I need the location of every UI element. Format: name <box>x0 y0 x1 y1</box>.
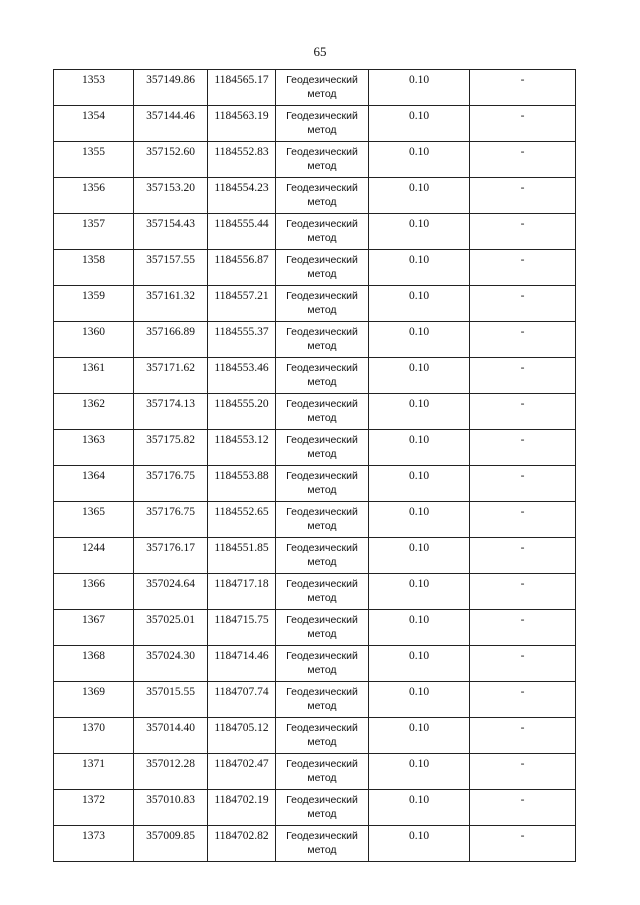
point-number-cell <box>54 286 134 322</box>
table-row <box>54 142 576 178</box>
point-number-cell <box>54 826 134 862</box>
point-number-cell <box>54 322 134 358</box>
table-row <box>54 502 576 538</box>
point-number-cell-text: 1373 <box>82 830 105 842</box>
point-number-cell <box>54 358 134 394</box>
point-number-cell-text: 1367 <box>82 614 105 626</box>
note-cell-text: - <box>520 362 525 374</box>
accuracy-cell-text: 0.10 <box>408 506 430 518</box>
note-cell <box>470 790 576 826</box>
coordinate-x-cell <box>134 214 208 250</box>
accuracy-cell-text: 0.10 <box>408 722 430 734</box>
coordinate-y-cell <box>208 790 276 826</box>
coordinate-y-cell <box>208 502 276 538</box>
method-cell-text: Геодезический метод <box>286 182 358 208</box>
coordinate-y-cell <box>208 718 276 754</box>
coordinate-y-cell-text: 1184705.12 <box>214 722 269 734</box>
accuracy-cell <box>369 754 470 790</box>
accuracy-cell-text: 0.10 <box>408 794 430 806</box>
accuracy-cell <box>369 394 470 430</box>
accuracy-cell <box>369 826 470 862</box>
point-number-cell <box>54 106 134 142</box>
point-number-cell <box>54 790 134 826</box>
accuracy-cell-text: 0.10 <box>408 542 430 554</box>
coordinate-y-cell-text: 1184555.37 <box>214 326 269 338</box>
table-row <box>54 682 576 718</box>
method-cell-text: Геодезический метод <box>286 830 358 856</box>
coordinate-y-cell <box>208 250 276 286</box>
point-number-cell-text: 1244 <box>82 542 105 554</box>
coordinate-x-cell-text: 357161.32 <box>146 290 195 302</box>
note-cell <box>470 466 576 502</box>
point-number-cell <box>54 682 134 718</box>
table-row <box>54 70 576 106</box>
note-cell <box>470 214 576 250</box>
coordinate-y-cell <box>208 538 276 574</box>
coordinate-x-cell-text: 357149.86 <box>146 74 195 86</box>
table-row <box>54 286 576 322</box>
accuracy-cell-text: 0.10 <box>408 326 430 338</box>
coordinate-y-cell <box>208 358 276 394</box>
point-number-cell <box>54 430 134 466</box>
coordinate-x-cell <box>134 826 208 862</box>
coordinate-y-cell <box>208 682 276 718</box>
note-cell-text: - <box>520 326 525 338</box>
note-cell <box>470 358 576 394</box>
coordinate-y-cell-text: 1184553.88 <box>214 470 269 482</box>
table-row <box>54 358 576 394</box>
table-row <box>54 178 576 214</box>
method-cell <box>276 358 369 394</box>
coordinate-x-cell-text: 357176.75 <box>146 470 195 482</box>
point-number-cell-text: 1371 <box>82 758 105 770</box>
note-cell-text: - <box>520 218 525 230</box>
coordinate-y-cell <box>208 610 276 646</box>
method-cell <box>276 214 369 250</box>
coordinate-x-cell-text: 357174.13 <box>146 398 195 410</box>
method-cell-text: Геодезический метод <box>286 650 358 676</box>
point-number-cell-text: 1364 <box>82 470 105 482</box>
point-number-cell <box>54 646 134 682</box>
coordinate-x-cell-text: 357175.82 <box>146 434 195 446</box>
method-cell <box>276 646 369 682</box>
note-cell <box>470 718 576 754</box>
method-cell-text: Геодезический метод <box>286 578 358 604</box>
coordinate-y-cell <box>208 430 276 466</box>
method-cell <box>276 142 369 178</box>
point-number-cell-text: 1353 <box>82 74 105 86</box>
accuracy-cell-text: 0.10 <box>408 686 430 698</box>
point-number-cell <box>54 250 134 286</box>
accuracy-cell <box>369 214 470 250</box>
coordinate-x-cell-text: 357012.28 <box>146 758 195 770</box>
method-cell-text: Геодезический метод <box>286 218 358 244</box>
coordinate-x-cell-text: 357176.17 <box>146 542 195 554</box>
coordinate-x-cell <box>134 70 208 106</box>
method-cell-text: Геодезический метод <box>286 146 358 172</box>
method-cell <box>276 718 369 754</box>
accuracy-cell <box>369 430 470 466</box>
coordinate-y-cell <box>208 178 276 214</box>
note-cell <box>470 106 576 142</box>
coordinate-x-cell <box>134 538 208 574</box>
accuracy-cell <box>369 178 470 214</box>
point-number-cell-text: 1357 <box>82 218 105 230</box>
coordinate-x-cell-text: 357010.83 <box>146 794 195 806</box>
note-cell <box>470 142 576 178</box>
coordinate-x-cell <box>134 106 208 142</box>
note-cell <box>470 70 576 106</box>
method-cell <box>276 286 369 322</box>
method-cell-text: Геодезический метод <box>286 326 358 352</box>
table-row <box>54 718 576 754</box>
method-cell-text: Геодезический метод <box>286 398 358 424</box>
coordinate-x-cell-text: 357152.60 <box>146 146 195 158</box>
point-number-cell <box>54 178 134 214</box>
point-number-cell-text: 1354 <box>82 110 105 122</box>
note-cell-text: - <box>520 74 525 86</box>
accuracy-cell <box>369 502 470 538</box>
table-row <box>54 610 576 646</box>
accuracy-cell <box>369 106 470 142</box>
coordinate-x-cell-text: 357157.55 <box>146 254 195 266</box>
note-cell-text: - <box>520 290 525 302</box>
note-cell-text: - <box>520 470 525 482</box>
table-row <box>54 826 576 862</box>
table-row <box>54 646 576 682</box>
coordinate-y-cell-text: 1184702.82 <box>214 830 269 842</box>
accuracy-cell-text: 0.10 <box>408 146 430 158</box>
accuracy-cell <box>369 250 470 286</box>
note-cell-text: - <box>520 110 525 122</box>
note-cell-text: - <box>520 686 525 698</box>
point-number-cell-text: 1361 <box>82 362 105 374</box>
note-cell <box>470 322 576 358</box>
coordinate-x-cell-text: 357166.89 <box>146 326 195 338</box>
note-cell-text: - <box>520 830 525 842</box>
method-cell-text: Геодезический метод <box>286 434 358 460</box>
method-cell <box>276 322 369 358</box>
accuracy-cell <box>369 322 470 358</box>
accuracy-cell-text: 0.10 <box>408 758 430 770</box>
method-cell-text: Геодезический метод <box>286 254 358 280</box>
point-number-cell <box>54 538 134 574</box>
method-cell <box>276 430 369 466</box>
method-cell <box>276 826 369 862</box>
coordinate-x-cell <box>134 646 208 682</box>
point-number-cell-text: 1359 <box>82 290 105 302</box>
coordinate-y-cell-text: 1184563.19 <box>214 110 269 122</box>
accuracy-cell-text: 0.10 <box>408 362 430 374</box>
method-cell-text: Геодезический метод <box>286 686 358 712</box>
point-number-cell-text: 1362 <box>82 398 105 410</box>
point-number-cell-text: 1356 <box>82 182 105 194</box>
note-cell-text: - <box>520 758 525 770</box>
coordinate-x-cell <box>134 502 208 538</box>
note-cell <box>470 502 576 538</box>
accuracy-cell-text: 0.10 <box>408 182 430 194</box>
table-row <box>54 322 576 358</box>
table-row <box>54 754 576 790</box>
method-cell-text: Геодезический метод <box>286 74 358 100</box>
point-number-cell-text: 1368 <box>82 650 105 662</box>
coordinate-y-cell <box>208 466 276 502</box>
method-cell-text: Геодезический метод <box>286 722 358 748</box>
coordinate-y-cell <box>208 214 276 250</box>
method-cell <box>276 250 369 286</box>
coordinate-x-cell <box>134 754 208 790</box>
point-number-cell-text: 1370 <box>82 722 105 734</box>
coordinate-y-cell <box>208 394 276 430</box>
coordinate-y-cell-text: 1184702.47 <box>214 758 269 770</box>
note-cell-text: - <box>520 254 525 266</box>
method-cell <box>276 466 369 502</box>
point-number-cell <box>54 610 134 646</box>
method-cell <box>276 70 369 106</box>
point-number-cell <box>54 466 134 502</box>
coordinate-y-cell-text: 1184555.20 <box>214 398 269 410</box>
accuracy-cell <box>369 142 470 178</box>
note-cell <box>470 286 576 322</box>
method-cell <box>276 106 369 142</box>
accuracy-cell <box>369 574 470 610</box>
method-cell-text: Геодезический метод <box>286 110 358 136</box>
method-cell-text: Геодезический метод <box>286 614 358 640</box>
method-cell-text: Геодезический метод <box>286 506 358 532</box>
coordinate-y-cell-text: 1184553.12 <box>214 434 269 446</box>
coordinate-y-cell-text: 1184554.23 <box>214 182 269 194</box>
coordinate-y-cell-text: 1184702.19 <box>214 794 269 806</box>
note-cell-text: - <box>520 722 525 734</box>
accuracy-cell <box>369 466 470 502</box>
accuracy-cell-text: 0.10 <box>408 74 430 86</box>
coordinate-y-cell <box>208 70 276 106</box>
point-number-cell <box>54 70 134 106</box>
note-cell-text: - <box>520 434 525 446</box>
point-number-cell <box>54 574 134 610</box>
point-number-cell-text: 1358 <box>82 254 105 266</box>
method-cell <box>276 754 369 790</box>
coordinates-table <box>53 69 576 862</box>
accuracy-cell <box>369 70 470 106</box>
coordinate-x-cell <box>134 250 208 286</box>
accuracy-cell-text: 0.10 <box>408 398 430 410</box>
accuracy-cell <box>369 682 470 718</box>
coordinate-x-cell <box>134 358 208 394</box>
point-number-cell-text: 1360 <box>82 326 105 338</box>
note-cell <box>470 826 576 862</box>
note-cell <box>470 574 576 610</box>
coordinate-y-cell-text: 1184553.46 <box>214 362 269 374</box>
method-cell-text: Геодезический метод <box>286 758 358 784</box>
method-cell-text: Геодезический метод <box>286 470 358 496</box>
accuracy-cell <box>369 610 470 646</box>
point-number-cell <box>54 214 134 250</box>
coordinate-x-cell-text: 357024.30 <box>146 650 195 662</box>
accuracy-cell-text: 0.10 <box>408 290 430 302</box>
method-cell <box>276 610 369 646</box>
coordinate-x-cell <box>134 682 208 718</box>
accuracy-cell <box>369 538 470 574</box>
coordinate-x-cell <box>134 610 208 646</box>
note-cell-text: - <box>520 146 525 158</box>
accuracy-cell <box>369 646 470 682</box>
table-row <box>54 466 576 502</box>
note-cell-text: - <box>520 578 525 590</box>
coordinate-x-cell-text: 357153.20 <box>146 182 195 194</box>
table-row <box>54 214 576 250</box>
note-cell-text: - <box>520 398 525 410</box>
coordinate-y-cell-text: 1184707.74 <box>214 686 269 698</box>
coordinate-y-cell-text: 1184551.85 <box>214 542 269 554</box>
table-row <box>54 394 576 430</box>
coordinate-x-cell <box>134 574 208 610</box>
accuracy-cell <box>369 790 470 826</box>
point-number-cell-text: 1366 <box>82 578 105 590</box>
coordinate-x-cell <box>134 718 208 754</box>
note-cell-text: - <box>520 542 525 554</box>
point-number-cell <box>54 502 134 538</box>
coordinate-y-cell <box>208 826 276 862</box>
accuracy-cell-text: 0.10 <box>408 470 430 482</box>
coordinate-x-cell <box>134 286 208 322</box>
method-cell-text: Геодезический метод <box>286 290 358 316</box>
accuracy-cell-text: 0.10 <box>408 830 430 842</box>
accuracy-cell <box>369 358 470 394</box>
coordinate-y-cell-text: 1184557.21 <box>214 290 269 302</box>
coordinate-y-cell-text: 1184565.17 <box>214 74 269 86</box>
coordinate-y-cell <box>208 754 276 790</box>
note-cell <box>470 430 576 466</box>
point-number-cell-text: 1355 <box>82 146 105 158</box>
page-number: 65 <box>313 44 327 59</box>
coordinate-x-cell <box>134 430 208 466</box>
method-cell-text: Геодезический метод <box>286 362 358 388</box>
coordinate-x-cell <box>134 394 208 430</box>
coordinate-x-cell-text: 357024.64 <box>146 578 195 590</box>
method-cell <box>276 178 369 214</box>
coordinate-y-cell <box>208 106 276 142</box>
coordinate-y-cell-text: 1184552.65 <box>214 506 269 518</box>
note-cell <box>470 610 576 646</box>
table-body <box>54 70 576 862</box>
coordinate-y-cell <box>208 646 276 682</box>
coordinate-x-cell-text: 357176.75 <box>146 506 195 518</box>
note-cell <box>470 682 576 718</box>
table-row <box>54 538 576 574</box>
point-number-cell-text: 1365 <box>82 506 105 518</box>
table-row <box>54 106 576 142</box>
coordinate-x-cell <box>134 178 208 214</box>
method-cell <box>276 538 369 574</box>
point-number-cell <box>54 142 134 178</box>
point-number-cell <box>54 394 134 430</box>
table-row <box>54 430 576 466</box>
note-cell-text: - <box>520 794 525 806</box>
coordinate-x-cell-text: 357154.43 <box>146 218 195 230</box>
method-cell <box>276 502 369 538</box>
accuracy-cell-text: 0.10 <box>408 614 430 626</box>
table-row <box>54 574 576 610</box>
coordinate-x-cell <box>134 142 208 178</box>
method-cell <box>276 790 369 826</box>
coordinate-x-cell-text: 357025.01 <box>146 614 195 626</box>
accuracy-cell-text: 0.10 <box>408 218 430 230</box>
note-cell <box>470 646 576 682</box>
point-number-cell-text: 1372 <box>82 794 105 806</box>
table-row <box>54 790 576 826</box>
point-number-cell-text: 1369 <box>82 686 105 698</box>
note-cell <box>470 754 576 790</box>
coordinate-y-cell-text: 1184717.18 <box>214 578 269 590</box>
coordinate-x-cell-text: 357009.85 <box>146 830 195 842</box>
coordinate-y-cell <box>208 142 276 178</box>
coordinate-y-cell-text: 1184715.75 <box>214 614 269 626</box>
coordinate-x-cell-text: 357015.55 <box>146 686 195 698</box>
coordinate-y-cell-text: 1184714.46 <box>214 650 269 662</box>
method-cell-text: Геодезический метод <box>286 542 358 568</box>
coordinate-y-cell-text: 1184552.83 <box>214 146 269 158</box>
coordinate-x-cell-text: 357014.40 <box>146 722 195 734</box>
note-cell-text: - <box>520 614 525 626</box>
coordinate-x-cell <box>134 322 208 358</box>
coordinate-x-cell <box>134 466 208 502</box>
note-cell-text: - <box>520 650 525 662</box>
accuracy-cell-text: 0.10 <box>408 254 430 266</box>
method-cell <box>276 682 369 718</box>
method-cell <box>276 574 369 610</box>
coordinate-y-cell <box>208 286 276 322</box>
method-cell <box>276 394 369 430</box>
coordinate-x-cell-text: 357171.62 <box>146 362 195 374</box>
accuracy-cell-text: 0.10 <box>408 434 430 446</box>
accuracy-cell-text: 0.10 <box>408 578 430 590</box>
coordinate-y-cell <box>208 322 276 358</box>
accuracy-cell-text: 0.10 <box>408 650 430 662</box>
coordinate-y-cell-text: 1184556.87 <box>214 254 269 266</box>
point-number-cell <box>54 754 134 790</box>
point-number-cell-text: 1363 <box>82 434 105 446</box>
note-cell-text: - <box>520 506 525 518</box>
coordinate-x-cell-text: 357144.46 <box>146 110 195 122</box>
note-cell <box>470 178 576 214</box>
coordinate-y-cell <box>208 574 276 610</box>
accuracy-cell <box>369 286 470 322</box>
note-cell <box>470 394 576 430</box>
coordinate-y-cell-text: 1184555.44 <box>214 218 269 230</box>
accuracy-cell-text: 0.10 <box>408 110 430 122</box>
method-cell-text: Геодезический метод <box>286 794 358 820</box>
accuracy-cell <box>369 718 470 754</box>
note-cell <box>470 250 576 286</box>
point-number-cell <box>54 718 134 754</box>
note-cell-text: - <box>520 182 525 194</box>
table-row <box>54 250 576 286</box>
note-cell <box>470 538 576 574</box>
coordinate-x-cell <box>134 790 208 826</box>
